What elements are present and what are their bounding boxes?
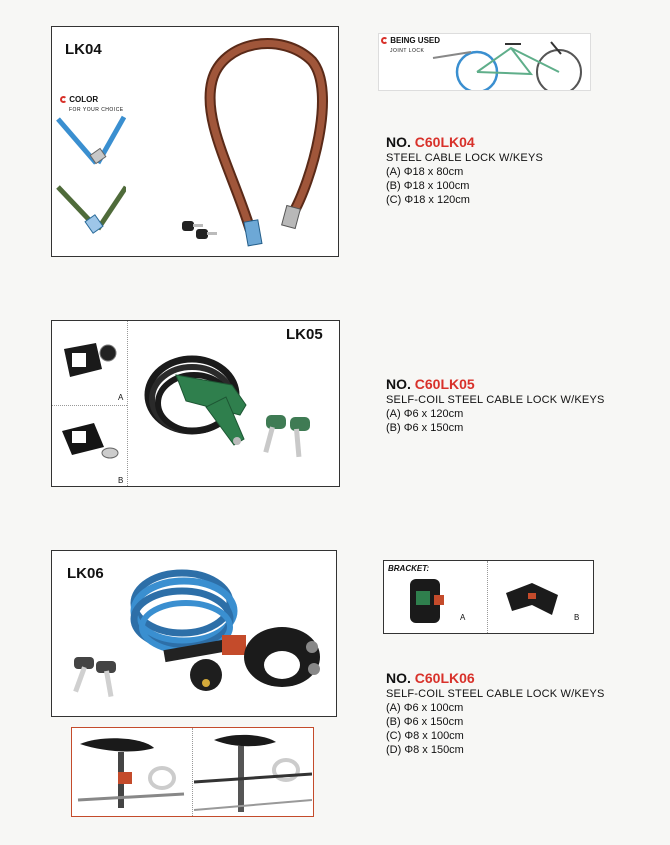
lk06-number [386,670,605,687]
lk05-spec [386,376,605,435]
lk06-keys [73,657,116,697]
lk06-bracket-a-image [404,573,452,629]
color-badge-icon [60,96,67,103]
lk06-title: SELF-COIL STEEL CABLE LOCK W/KEYS [386,688,605,700]
lk06-coil-lock-image [64,557,336,717]
being-used-photo [378,33,591,91]
lk04-cable-lock-image [172,31,340,255]
lk04-photo-frame [51,26,339,257]
lk06-option: (D) Φ8 x 150cm [386,744,464,756]
lk05-photo-frame [51,320,340,487]
lk06-bracket-label: BRACKET: [388,564,430,573]
lk05-no-label: NO. [386,376,411,392]
lk05-label-b: B [118,476,124,485]
lk05-bracket-a-image [58,339,120,389]
lk06-bracket-divider [487,561,488,633]
lk06-option: (A) Φ6 x 100cm [386,702,464,714]
lk04-keys [182,221,217,239]
lk06-bracket-b-image [502,575,562,623]
green-cable-swatch [56,183,126,245]
lk05-title: SELF-COIL STEEL CABLE LOCK W/KEYS [386,394,605,406]
lk06-bracket-frame [383,560,594,634]
lk06-option: (B) Φ6 x 150cm [386,716,464,728]
being-used-title: BEING USED [390,36,441,45]
lk05-code: C60LK05 [414,376,475,392]
lk05-coil-lock-image [136,335,336,485]
being-used-subtitle: JOINT LOCK [390,48,425,54]
lk04-number [386,134,543,151]
lk06-photo-frame [51,550,337,717]
lk05-label-a: A [118,393,124,402]
lk05-option: (B) Φ6 x 150cm [386,422,464,434]
lk06-label-a: A [460,613,466,622]
lk05-number [386,376,605,393]
lk04-no-label: NO. [386,134,411,150]
lk05-divider [52,405,127,406]
lk05-keys [263,415,310,457]
color-badge-subtitle: FOR YOUR CHOICE [69,107,124,113]
lk04-option: (C) Φ18 x 120cm [386,194,470,206]
blue-cable-swatch [56,111,126,173]
lk05-tag: LK05 [286,326,323,343]
lk05-option: (A) Φ6 x 120cm [386,408,464,420]
lk04-option: (A) Φ18 x 80cm [386,166,464,178]
color-badge-title: COLOR [69,95,99,104]
lk05-divider [127,321,128,486]
lk06-code: C60LK06 [414,670,475,686]
lk04-spec [386,134,543,207]
lk06-no-label: NO. [386,670,411,686]
lk06-spec [386,670,605,757]
lk04-option: (B) Φ18 x 100cm [386,180,470,192]
lk04-code: C60LK04 [414,134,475,150]
bike-seat-photo-left [74,730,190,814]
lk04-title: STEEL CABLE LOCK W/KEYS [386,152,544,164]
being-used-icon [381,37,388,44]
bicycle-image [431,38,591,91]
lk04-tag: LK04 [65,41,102,58]
bike-seat-photo-right [194,730,312,814]
lk06-option: (C) Φ8 x 100cm [386,730,464,742]
lk05-bracket-b-image [58,417,120,465]
lk06-tag: LK06 [67,565,104,582]
lk06-label-b: B [574,613,580,622]
lk06-usage-divider [192,728,193,816]
lk06-usage-photos [71,727,314,817]
